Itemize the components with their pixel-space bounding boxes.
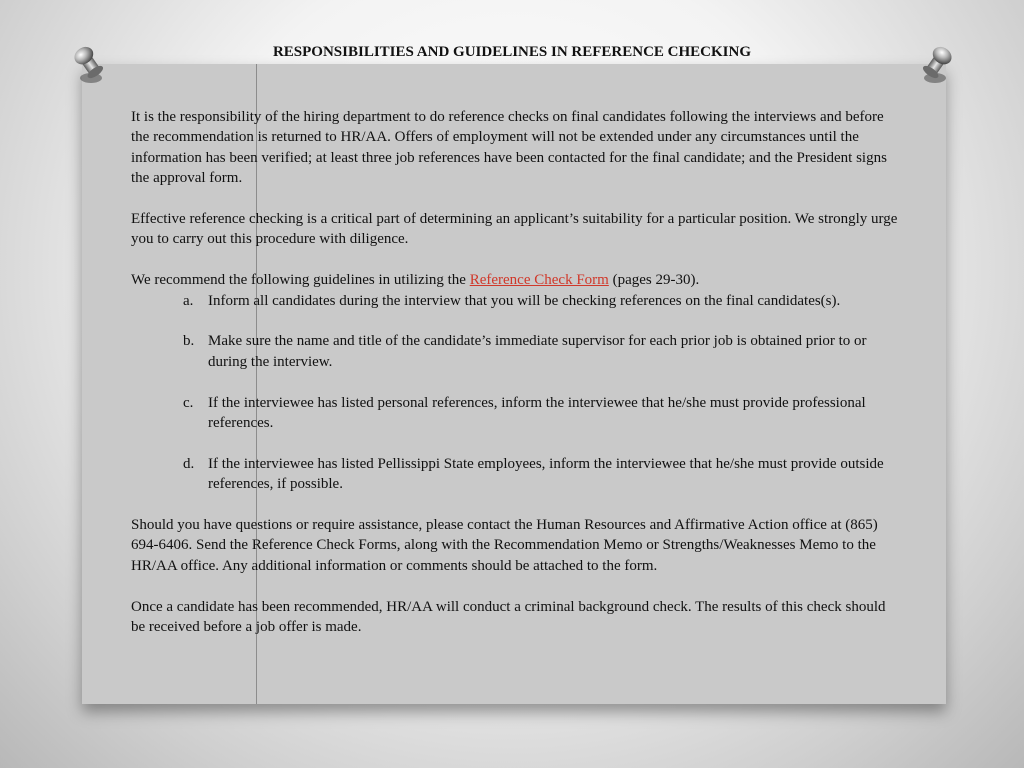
list-item-text: Make sure the name and title of the candidate’s immediate supervisor for each prior job is obtained prior to or during the interview. xyxy=(208,333,867,370)
list-item xyxy=(131,291,903,311)
guidelines-intro xyxy=(131,270,903,290)
background-check-paragraph: Once a candidate has been recommended, HR/AA will conduct a criminal background check. The results of this check should be received before a job offer is made. xyxy=(131,598,886,636)
list-item-letter: d. xyxy=(183,455,195,472)
importance-paragraph: Effective reference checking is a critical part of determining an applicant’s suitability for a particular position. We strongly urge you to carry out this procedure with diligence. xyxy=(131,211,898,248)
guidelines-intro-before: We recommend the following guidelines in utilizing the xyxy=(131,272,470,289)
list-item-text: Inform all candidates during the interview that you will be checking references on the final candidates(s). xyxy=(208,292,841,309)
reference-check-form-link[interactable]: Reference Check Form xyxy=(469,272,609,289)
document-body xyxy=(131,107,903,658)
responsibility-paragraph: It is the responsibility of the hiring department to do reference checks on final candidates following the interviews and before the recommendation is returned to HR/AA. Offers of employment will not be extended under any circumstances until the information has been verified; at least three job references have been contacted for the final candidate; and the President signs the approval form. xyxy=(131,109,887,187)
guidelines-intro-after: (pages 29-30). xyxy=(608,272,700,289)
contact-paragraph: Should you have questions or require assistance, please contact the Human Resources and Affirmative Action office at (865) 694-6406. Send the Reference Check Forms, along with the Recommendation Memo or Strengths/Weaknesses Memo to the HR/AA office. Any additional information or comments should be attached to the form. xyxy=(131,517,878,574)
list-item xyxy=(131,331,903,372)
list-item-text: If the interviewee has listed personal references, inform the interviewee that he/she must provide professional references. xyxy=(208,394,866,432)
list-item xyxy=(131,393,903,434)
list-item-letter: c. xyxy=(183,394,194,411)
page-title: RESPONSIBILITIES AND GUIDELINES IN REFERENCE CHECKING xyxy=(272,44,752,60)
list-item-letter: a. xyxy=(183,292,194,309)
list-item-letter: b. xyxy=(183,333,195,350)
list-item xyxy=(131,454,903,495)
guidelines-list xyxy=(131,291,903,495)
list-item-text: If the interviewee has listed Pellissippi State employees, inform the interviewee that he/she must provide outside references, if possible. xyxy=(208,455,884,493)
